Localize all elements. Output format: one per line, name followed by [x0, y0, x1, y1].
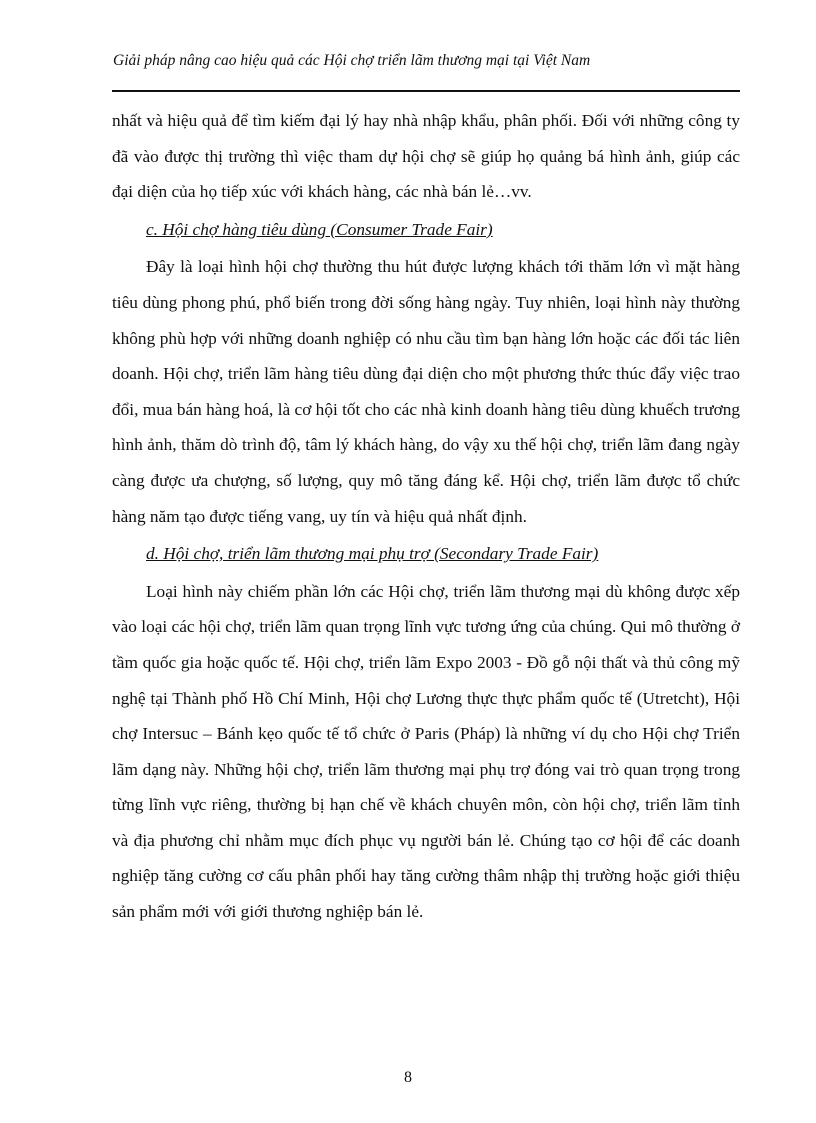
- body-text: [112, 103, 740, 930]
- running-header-title: Giải pháp nâng cao hiệu quả các Hội chợ triển lãm thương mại tại Việt Nam: [113, 52, 591, 69]
- page-number: 8: [404, 1069, 412, 1086]
- paragraph-secondary-trade-fair: Loại hình này chiếm phần lớn các Hội chợ, triển lãm thương mại dù không được xếp vào loại các hội chợ, triển lãm quan trọng lĩnh vực tương ứng của chúng. Qui mô thường ở tầm quốc gia hoặc quốc tế. Hội chợ, triển lãm Expo 2003 - Đồ gỗ nội thất và thủ công mỹ nghệ tại Thành phố Hồ Chí Minh, Hội chợ Lương thực thực phẩm quốc tế (Utretcht), Hội chợ Intersuc – Bánh kẹo quốc tế tổ chức ở Paris (Pháp) là những ví dụ cho Hội chợ Triển lãm dạng này. Những hội chợ, triển lãm thương mại phụ trợ đóng vai trò quan trọng trong từng lĩnh vực riêng, thường bị hạn chế về khách chuyên môn, còn hội chợ, triển lãm tỉnh và địa phương chỉ nhằm mục đích phục vụ người bán lẻ. Chúng tạo cơ hội để các doanh nghiệp tăng cường cơ cấu phân phối hay tăng cường thâm nhập thị trường hoặc giới thiệu sản phẩm mới với giới thương nghiệp bán lẻ.: [112, 581, 740, 922]
- section-heading-c: c. Hội chợ hàng tiêu dùng (Consumer Trade Fair): [146, 219, 493, 239]
- paragraph-consumer-trade-fair: Đây là loại hình hội chợ thường thu hút được lượng khách tới thăm lớn vì mặt hàng tiêu dùng phong phú, phổ biến trong đời sống hàng ngày. Tuy nhiên, loại hình này thường không phù hợp với những doanh nghiệp có nhu cầu tìm bạn hàng lớn hoặc các đối tác liên doanh. Hội chợ, triển lãm hàng tiêu dùng đại diện cho một phương thức thúc đẩy việc trao đổi, mua bán hàng hoá, là cơ hội tốt cho các nhà kinh doanh hàng tiêu dùng khuếch trương hình ảnh, thăm dò trình độ, tâm lý khách hàng, do vậy xu thế hội chợ, triển lãm đang ngày càng được ưa chượng, số lượng, quy mô tăng đáng kể. Hội chợ, triển lãm được tổ chức hàng năm tạo được tiếng vang, uy tín và hiệu quả nhất định.: [112, 257, 740, 526]
- section-heading-d: d. Hội chợ, triển lãm thương mại phụ trợ (Secondary Trade Fair): [146, 544, 599, 564]
- paragraph-continuation: nhất và hiệu quả để tìm kiếm đại lý hay nhà nhập khẩu, phân phối. Đối với những công ty đã vào được thị trường thì việc tham dự hội chợ sẽ giúp họ quảng bá hình ảnh, giúp các đại diện của họ tiếp xúc với khách hàng, các nhà bán lẻ…vv.: [112, 111, 740, 202]
- header-divider: [112, 90, 740, 92]
